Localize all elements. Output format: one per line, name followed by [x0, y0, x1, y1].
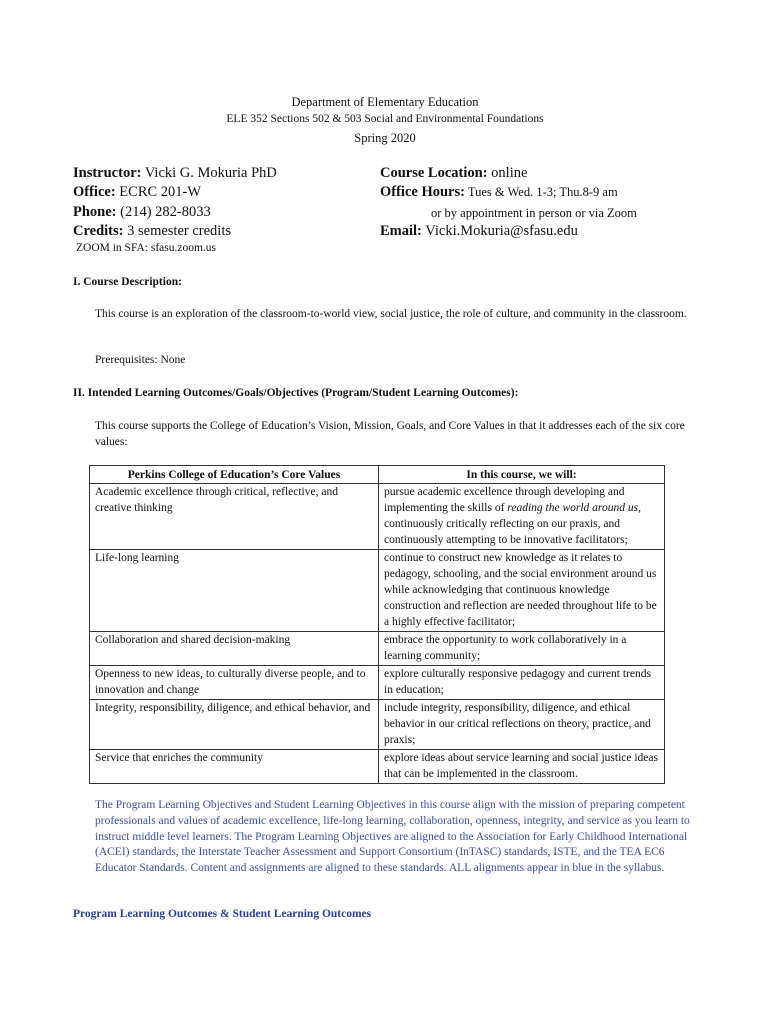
- zoom-info: ZOOM in SFA: sfasu.zoom.us: [76, 242, 217, 254]
- section-2-heading: II. Intended Learning Outcomes/Goals/Objectives (Program/Student Learning Outcomes):: [73, 387, 519, 399]
- credits-line: [73, 223, 231, 240]
- commitment-emphasis: reading the world around us: [507, 502, 639, 514]
- core-value-cell: Openness to new ideas, to culturally diverse people, and to innovation and change: [90, 666, 379, 700]
- course-commitment-cell: explore culturally responsive pedagogy and current trends in education;: [379, 666, 665, 700]
- instructor-value: Vicki G. Mokuria PhD: [141, 165, 277, 181]
- core-values-table: [89, 465, 665, 784]
- office-hours-label: Office Hours:: [380, 184, 465, 200]
- commitment-text: , continuously critically reflecting on our praxis, and continuously attempting to be innovative facilitators;: [384, 502, 641, 546]
- core-value-cell: Academic excellence through critical, reflective, and creative thinking: [90, 484, 379, 550]
- credits-value: 3 semester credits: [123, 223, 231, 239]
- course-commitment-cell: continue to construct new knowledge as it relates to pedagogy, schooling, and the social environment around us while acknowledging that continuous knowledge construction and reflection are needed throughout life to be a highly effective facilitator;: [379, 550, 665, 632]
- email-line: [380, 223, 578, 240]
- table-row: [90, 750, 665, 784]
- course-commitment-cell: explore ideas about service learning and social justice ideas that can be implemented in the classroom.: [379, 750, 665, 784]
- email-value[interactable]: Vicki.Mokuria@sfasu.edu: [421, 223, 578, 239]
- core-values-intro: This course supports the College of Education’s Vision, Mission, Goals, and Core Values in that it addresses each of the six core values:: [95, 420, 685, 448]
- prerequisites: Prerequisites: None: [95, 354, 186, 366]
- email-label: Email:: [380, 223, 422, 239]
- instructor-line: [73, 165, 277, 182]
- table-row: [90, 484, 665, 550]
- credits-label: Credits:: [73, 223, 124, 239]
- course-commitment-cell: [379, 484, 665, 550]
- location-value: online: [487, 165, 528, 181]
- course-commitment-cell: include integrity, responsibility, diligence, and ethical behavior in our critical reflections on theory, practice, and praxis;: [379, 700, 665, 750]
- course-commitment-cell: embrace the opportunity to work collaboratively in a learning community;: [379, 632, 665, 666]
- phone-label: Phone:: [73, 204, 117, 220]
- table-row: [90, 666, 665, 700]
- office-label: Office:: [73, 184, 116, 200]
- course-title: ELE 352 Sections 502 & 503 Social and Environmental Foundations: [226, 113, 544, 125]
- core-value-cell: Service that enriches the community: [90, 750, 379, 784]
- table-header-course: In this course, we will:: [379, 466, 665, 484]
- instructor-label: Instructor:: [73, 165, 142, 181]
- term: Spring 2020: [354, 131, 416, 145]
- table-row: [90, 632, 665, 666]
- office-hours-value: Tues & Wed. 1-3; Thu.8-9 am: [464, 185, 618, 199]
- table-row: [90, 700, 665, 750]
- department-title: Department of Elementary Education: [291, 95, 479, 109]
- office-value: ECRC 201-W: [115, 184, 202, 200]
- commitment-text: pursue academic excellence through developing and implementing the skills of: [384, 486, 625, 514]
- phone-line: [73, 204, 211, 221]
- core-value-cell: Life-long learning: [90, 550, 379, 632]
- alignment-paragraph: The Program Learning Objectives and Student Learning Objectives in this course align with the mission of preparing competent professionals and values of academic excellence, life-long learning, collaboration, openness, integrity, and service as you learn to instruct middle level learners. The Program Learning Objectives are aligned to the Association for Early Childhood International (ACEI) standards, the Interstate Teacher Assessment and Support Consortium (InTASC) standards, ISTE, and the TEA EC6 Educator Standards. Content and assignments are aligned to these standards. ALL alignments appear in blue in the syllabus.: [95, 799, 690, 875]
- table-row: [90, 550, 665, 632]
- course-description: This course is an exploration of the classroom-to-world view, social justice, the role of culture, and community in the classroom.: [95, 308, 687, 320]
- table-header-row: [90, 466, 665, 484]
- core-value-cell: Collaboration and shared decision-making: [90, 632, 379, 666]
- table-header-core-values: Perkins College of Education’s Core Values: [90, 466, 379, 484]
- section-1-heading: I. Course Description:: [73, 276, 182, 288]
- phone-value: (214) 282-8033: [116, 204, 211, 220]
- outcomes-heading: Program Learning Outcomes & Student Learning Outcomes: [73, 908, 372, 920]
- core-value-cell: Integrity, responsibility, diligence, and ethical behavior, and: [90, 700, 379, 750]
- office-hours-extra: or by appointment in person or via Zoom: [431, 206, 637, 220]
- location-label: Course Location:: [380, 165, 488, 181]
- office-hours-line: [380, 184, 618, 201]
- location-line: [380, 165, 527, 182]
- office-line: [73, 184, 201, 201]
